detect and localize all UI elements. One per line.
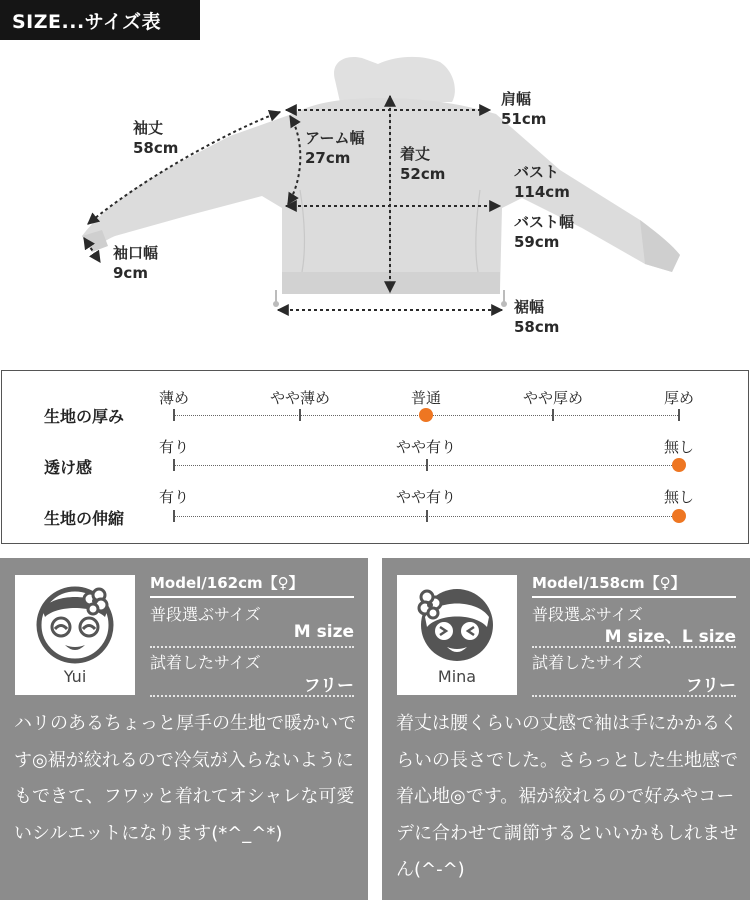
thickness-label-5: 厚め (663, 389, 695, 407)
tried-size-label: 試着したサイズ (150, 653, 261, 672)
thickness-label-3: 普通 (410, 389, 442, 407)
fabric-transparency-title: 透け感 (44, 458, 93, 477)
transparency-label-3: 無し (663, 438, 695, 456)
measure-cuff-width: 袖口幅 9cm (113, 244, 159, 282)
fabric-stretch-title: 生地の伸縮 (44, 509, 125, 528)
model-comment: 着丈は腰くらいの丈感で袖は手にかかるくらいの長さでした。さらっとした生地感で着心地◎です。裾が絞れるので好みやコーデに合わせて調節するといいかもしれません(^-^) (396, 713, 738, 880)
usual-size-value: M size (293, 622, 354, 642)
transparency-tick (426, 459, 428, 471)
size-chart-title: SIZE...サイズ表 (12, 11, 162, 33)
usual-size-value: M size、L size (604, 627, 736, 647)
thickness-selected-dot (419, 408, 433, 422)
thickness-tick (173, 409, 175, 421)
fabric-properties (1, 370, 749, 544)
model-comment: ハリのあるちょっと厚手の生地で暖かいです◎裾が絞れるので冷気が入らないようにもできて、フワッと着れてオシャレな可愛いシルエットになります(*^_^*) (14, 713, 356, 844)
usual-size-label: 普段選ぶサイズ (532, 605, 643, 624)
size-chart-header (0, 0, 200, 40)
stretch-label-2: やや有り (395, 488, 457, 506)
usual-size-label: 普段選ぶサイズ (150, 605, 261, 624)
divider (150, 596, 354, 598)
thickness-label-1: 薄め (158, 389, 190, 407)
stretch-label-1: 有り (158, 488, 190, 506)
divider (532, 695, 736, 697)
measure-bust: バスト 114cm (514, 163, 570, 201)
model-title: Model/158cm【♀】 (532, 574, 686, 592)
model-name: Mina (437, 667, 477, 686)
avatar (15, 575, 135, 695)
measure-shoulder-width: 肩幅 51cm (501, 90, 547, 128)
stretch-label-3: 無し (663, 488, 695, 506)
fabric-thickness-title: 生地の厚み (44, 407, 125, 426)
measure-bust-width: バスト幅 59cm (514, 213, 575, 251)
transparency-label-1: 有り (158, 438, 190, 456)
divider (532, 646, 736, 648)
model-title: Model/162cm【♀】 (150, 574, 304, 592)
measure-hem-width: 裾幅 58cm (514, 298, 560, 336)
tried-size-value: フリー (685, 676, 736, 696)
jacket-illustration (0, 40, 750, 360)
divider (532, 596, 736, 598)
stretch-tick (173, 510, 175, 522)
model-panel-yui (0, 558, 368, 900)
thickness-label-2: やや薄め (269, 389, 331, 407)
thickness-tick (299, 409, 301, 421)
model-panel-mina (382, 558, 750, 900)
thickness-label-4: やや厚め (522, 389, 584, 407)
transparency-label-2: やや有り (395, 438, 457, 456)
transparency-tick (173, 459, 175, 471)
tried-size-label: 試着したサイズ (532, 653, 643, 672)
thickness-tick (678, 409, 680, 421)
garment-diagram (0, 40, 750, 360)
tried-size-value: フリー (303, 676, 354, 696)
divider (150, 646, 354, 648)
model-name: Yui (63, 667, 87, 686)
thickness-tick (552, 409, 554, 421)
measure-length: 着丈 52cm (400, 145, 446, 183)
avatar (397, 575, 517, 695)
stretch-selected-dot (672, 509, 686, 523)
measure-arm-width: アーム幅 27cm (305, 129, 365, 167)
divider (150, 695, 354, 697)
measure-sleeve-length: 袖丈 58cm (133, 119, 179, 157)
transparency-selected-dot (672, 458, 686, 472)
stretch-tick (426, 510, 428, 522)
